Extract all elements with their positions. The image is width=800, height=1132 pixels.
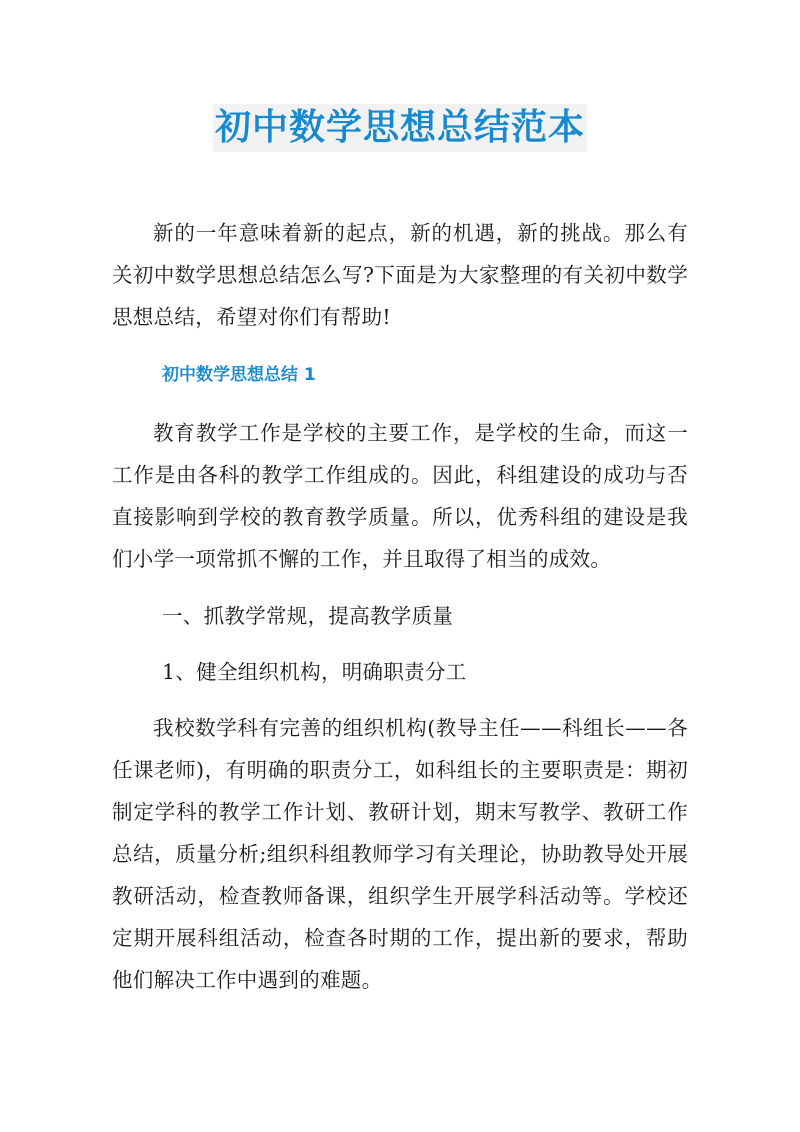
- section-heading: 初中数学思想总结 1: [162, 365, 316, 385]
- section-paragraph-2: 我校数学科有完善的组织机构(教导主任——科组长——各任课老师)，有明确的职责分工，如科组长的主要职责是：期初制定学科的教学工作计划、教研计划，期末写教学、教研工作总结，质量分析;组织科组教师学习有关理论，协助教导处开展教研活动，检查教师备课，组织学生开展学科活动等。学校还定期开展科组活动，检查各时期的工作，提出新的要求，帮助他们解决工作中遇到的难题。: [112, 716, 688, 992]
- document-title: 初中数学思想总结范本: [213, 104, 587, 152]
- intro-paragraph: 新的一年意味着新的起点，新的机遇，新的挑战。那么有关初中数学思想总结怎么写?下面是为大家整理的有关初中数学思想总结，希望对你们有帮助!: [112, 221, 688, 329]
- section-paragraph-1: 教育教学工作是学校的主要工作，是学校的生命，而这一工作是由各科的教学工作组成的。因此，科组建设的成功与否直接影响到学校的教育教学质量。所以，优秀科组的建设是我们小学一项常抓不懈的工作，并且取得了相当的成效。: [112, 421, 688, 571]
- title-container: [0, 104, 800, 152]
- subheading-teaching-routine: 一、抓教学常规，提高教学质量: [162, 604, 454, 628]
- subheading-organization: 1、健全组织机构，明确职责分工: [162, 660, 467, 684]
